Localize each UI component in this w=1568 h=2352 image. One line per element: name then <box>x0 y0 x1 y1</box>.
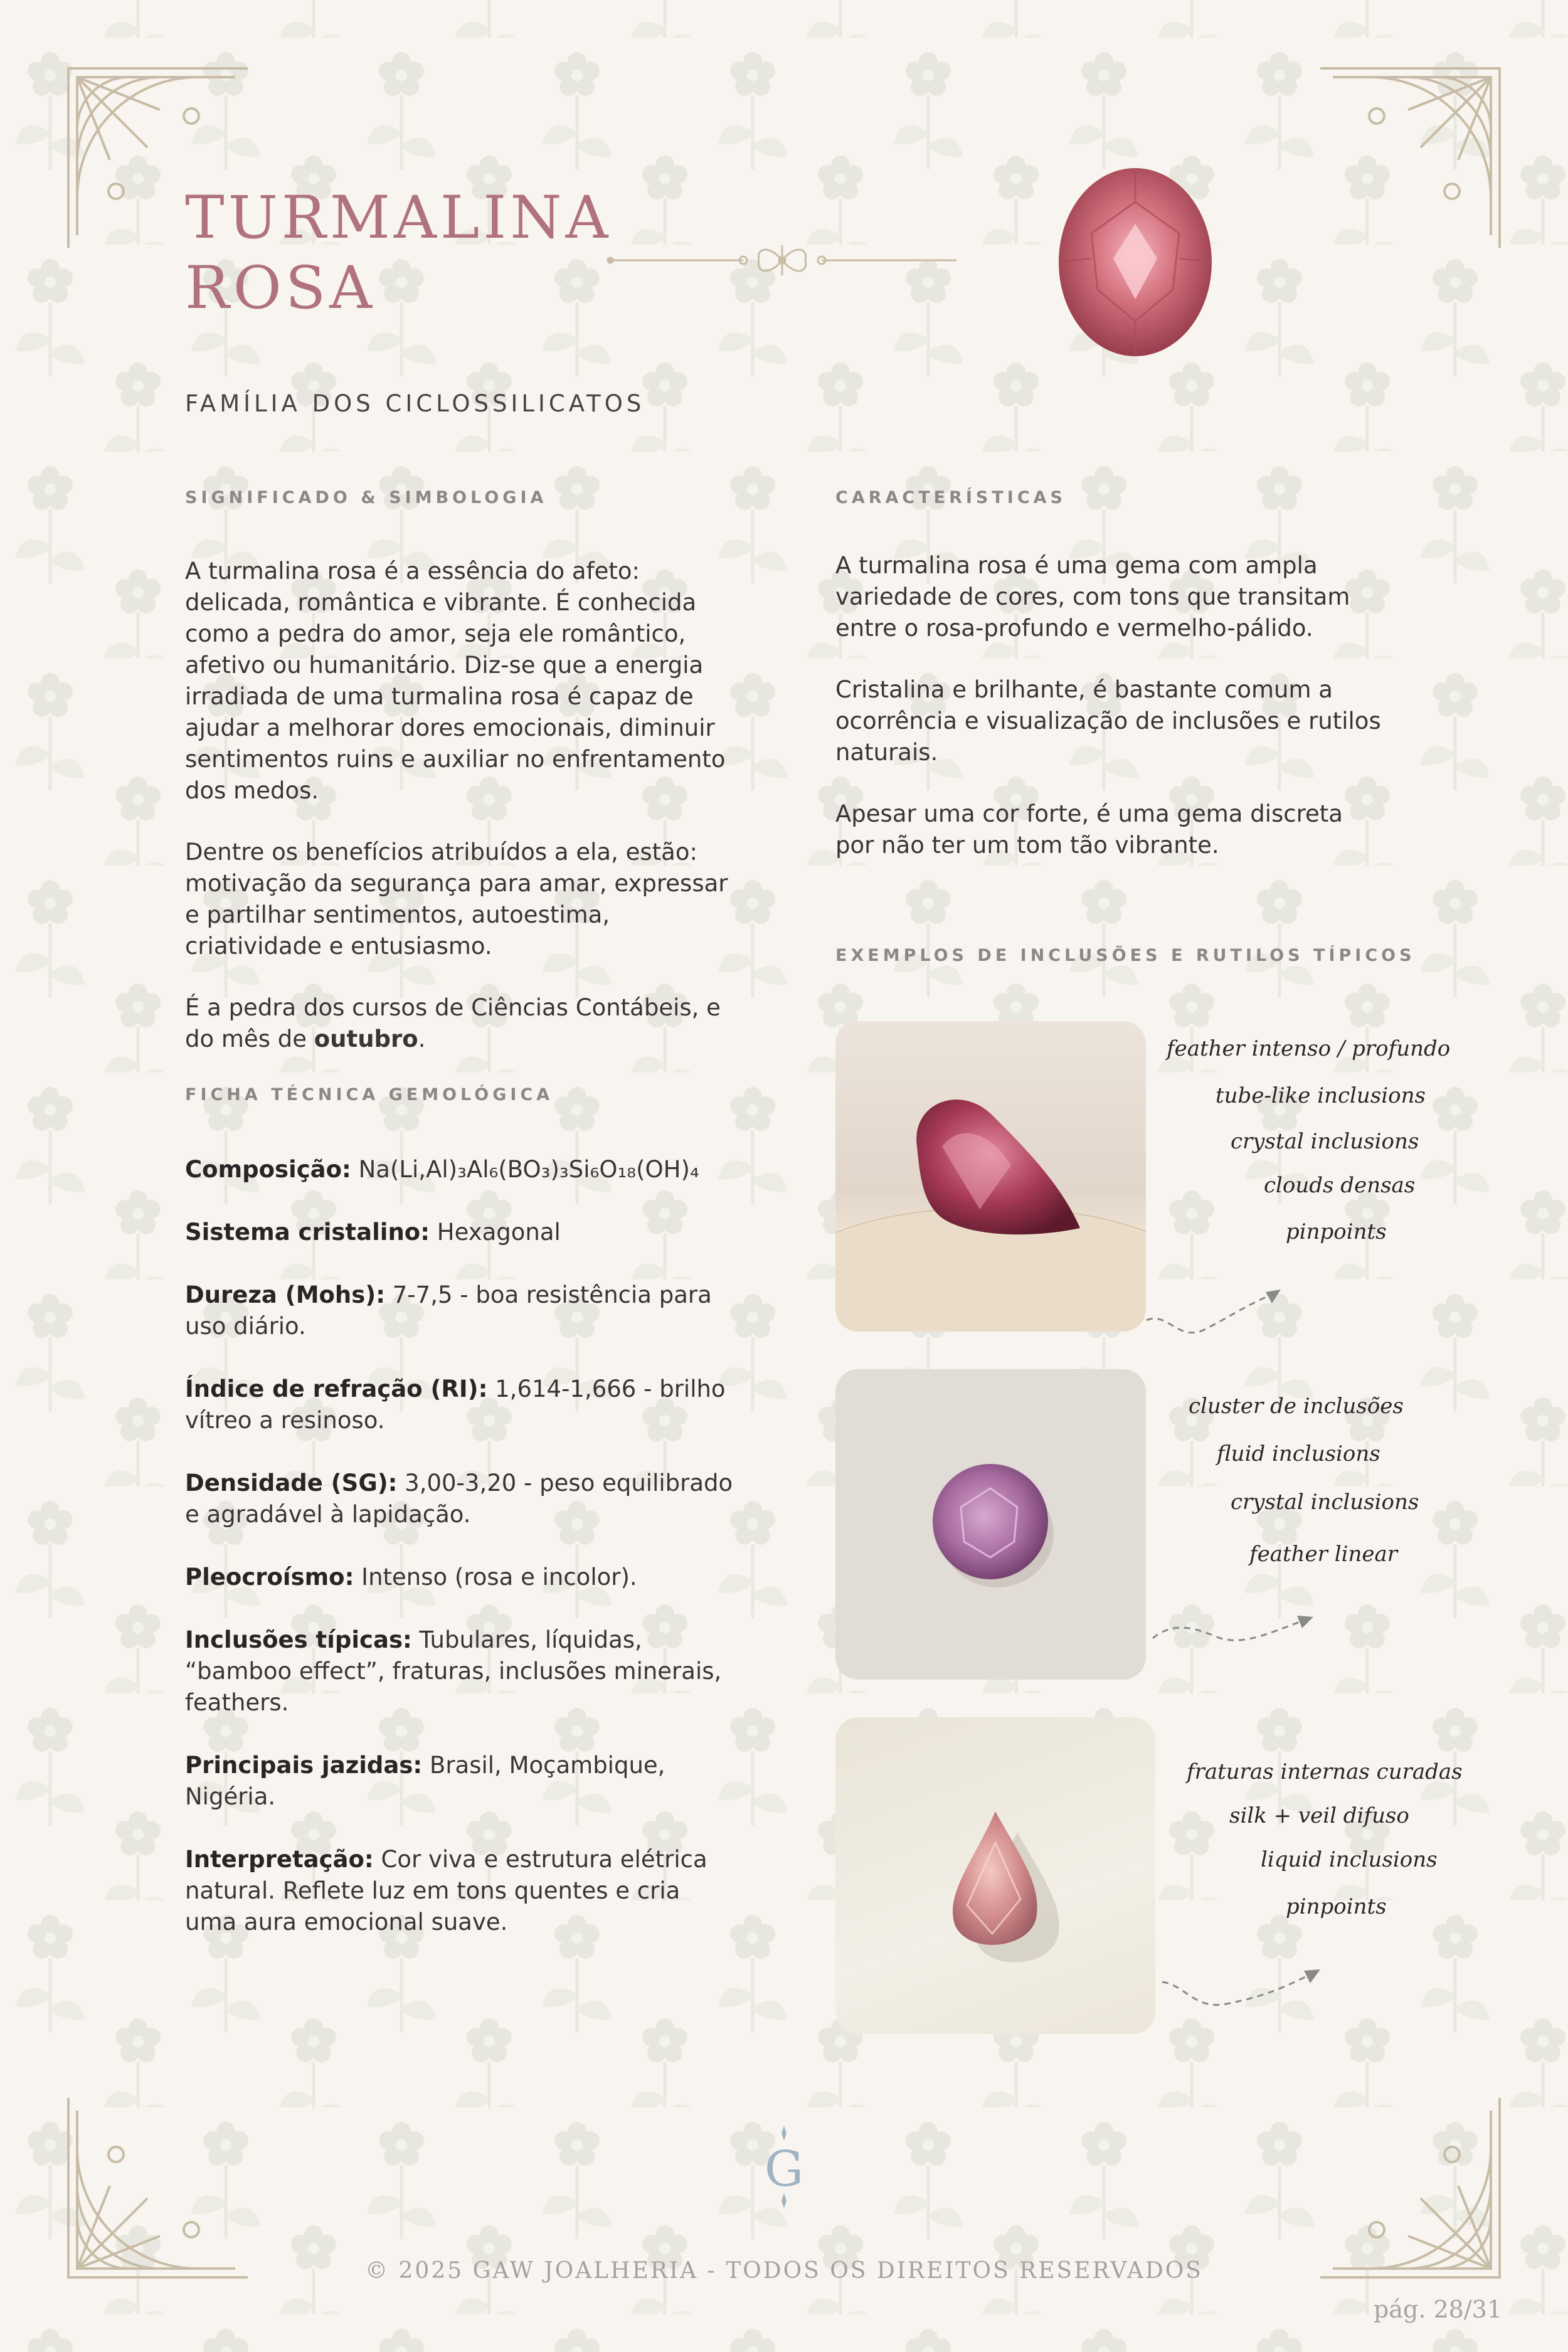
note-3-3: liquid inclusions <box>1261 1847 1438 1872</box>
tech-item-value: Intenso (rosa e incolor). <box>361 1564 637 1591</box>
subtitle: FAMÍLIA DOS CICLOSSILICATOS <box>185 390 645 417</box>
tech-item-value: Tubulares, líquidas, “bamboo effect”, fraturas, inclusões minerais, feathers. <box>185 1626 722 1716</box>
tech-item-value: 3,00-3,20 - peso equilibrado e agradável à lapidação. <box>185 1470 733 1528</box>
arrow-icon-3 <box>1157 1957 1330 2026</box>
note-2-3: crystal inclusions <box>1231 1490 1419 1515</box>
tech-item <box>185 1750 737 1813</box>
tech-item <box>185 1374 737 1436</box>
significado-paragraph-1: A turmalina rosa é a essência do afeto: delicada, romântica e vibrante. É conhecida como a pedra do amor, seja ele romântico, afetivo ou humanitário. Diz-se que a energia irradiada de uma turmalina rosa é capaz de ajudar a melhorar dores emocionais, diminuir sentimentos ruins e auxiliar no enfrentamento dos medos. <box>185 558 726 804</box>
tech-item-key: Composição: <box>185 1156 351 1183</box>
section-label-exemplos: EXEMPLOS DE INCLUSÕES E RUTILOS TÍPICOS <box>835 946 1416 965</box>
oval-gem-image <box>1054 164 1217 360</box>
note-1-5: pinpoints <box>1286 1219 1387 1244</box>
note-2-1: cluster de inclusões <box>1189 1394 1404 1419</box>
brand-logo <box>756 2123 812 2211</box>
caracteristicas-paragraph-1: A turmalina rosa é uma gema com ampla variedade de cores, com tons que transitam entre o rosa-profundo e vermelho-pálido. <box>835 552 1350 642</box>
title-line-1: TURMALINA <box>185 184 612 252</box>
tech-item <box>185 1844 737 1938</box>
significado-paragraph-2: Dentre os benefícios atribuídos a ela, estão: motivação da segurança para amar, expressar e partilhar sentimentos, autoestima, criatividade e entusiasmo. <box>185 839 728 960</box>
corner-ornament-top-right <box>1320 66 1502 248</box>
note-3-4: pinpoints <box>1286 1894 1387 1919</box>
note-3-1: fraturas internas curadas <box>1187 1759 1463 1784</box>
section-label-caracteristicas: CARACTERÍSTICAS <box>835 488 1066 507</box>
section-label-ficha-tecnica: FICHA TÉCNICA GEMOLÓGICA <box>185 1085 554 1104</box>
tech-item-value: Cor viva e estrutura elétrica natural. Reflete luz em tons quentes e cria uma aura emocional suave. <box>185 1846 707 1936</box>
tech-item <box>185 1468 737 1530</box>
tech-item-key: Dureza (Mohs): <box>185 1281 385 1308</box>
note-2-2: fluid inclusions <box>1217 1441 1380 1466</box>
note-1-3: crystal inclusions <box>1231 1129 1419 1154</box>
corner-ornament-bottom-left <box>66 2098 248 2280</box>
tech-item-key: Índice de refração (RI): <box>185 1375 488 1402</box>
tech-item-key: Interpretação: <box>185 1846 374 1873</box>
tech-item-value: Brasil, Moçambique, Nigéria. <box>185 1752 665 1810</box>
note-3-2: silk + veil difuso <box>1229 1803 1409 1828</box>
tech-item-value: 1,614-1,666 - brilho vítreo a resinoso. <box>185 1375 726 1434</box>
tech-item <box>185 1562 737 1593</box>
inclusion-photo-2 <box>835 1369 1146 1680</box>
footer-copyright: © 2025 GAW JOALHERIA - TODOS OS DIREITOS RESERVADOS <box>365 2258 1203 2284</box>
caracteristicas-text <box>835 550 1387 891</box>
title-line-2: ROSA <box>185 254 376 322</box>
technical-sheet <box>185 1154 737 1969</box>
caracteristicas-paragraph-2: Cristalina e brilhante, é bastante comum a ocorrência e visualização de inclusões e rutilos naturais. <box>835 676 1381 766</box>
tech-item-value: 7-7,5 - boa resistência para uso diário. <box>185 1281 712 1340</box>
tech-item-key: Densidade (SG): <box>185 1470 398 1496</box>
tech-item-key: Principais jazidas: <box>185 1752 423 1779</box>
page-title <box>185 183 612 324</box>
paragraph-3-end: . <box>418 1025 426 1052</box>
section-label-significado: SIGNIFICADO & SIMBOLOGIA <box>185 488 548 507</box>
note-1-4: clouds densas <box>1264 1173 1416 1198</box>
inclusion-photo-1 <box>835 1021 1146 1332</box>
tech-item-key: Sistema cristalino: <box>185 1219 430 1246</box>
tech-item-value: Na(Li,Al)₃Al₆(BO₃)₃Si₆O₁₈(OH)₄ <box>358 1156 699 1183</box>
tech-item-key: Pleocroísmo: <box>185 1564 354 1591</box>
arrow-icon-1 <box>1142 1273 1292 1342</box>
tech-item <box>185 1217 737 1248</box>
tech-item <box>185 1624 737 1719</box>
note-2-4: feather linear <box>1249 1542 1398 1567</box>
tech-item-value: Hexagonal <box>437 1219 561 1246</box>
caracteristicas-paragraph-3: Apesar uma cor forte, é uma gema discreta por não ter um tom tão vibrante. <box>835 800 1343 859</box>
significado-text <box>185 556 737 1085</box>
title-divider-ornament <box>605 241 960 279</box>
corner-ornament-bottom-right <box>1320 2098 1502 2280</box>
logo-letter: G <box>764 2141 804 2198</box>
significado-paragraph-3 <box>185 992 737 1055</box>
arrow-icon-2 <box>1148 1593 1323 1662</box>
note-1-2: tube-like inclusions <box>1216 1083 1426 1108</box>
inclusion-photo-3 <box>835 1717 1155 2034</box>
tech-item-key: Inclusões típicas: <box>185 1626 412 1653</box>
note-1-1: feather intenso / profundo <box>1167 1036 1451 1061</box>
tech-item <box>185 1154 737 1185</box>
page-number: pág. 28/31 <box>1374 2296 1502 2323</box>
month-highlight: outubro <box>314 1025 418 1052</box>
paragraph-3-text: É a pedra dos cursos de Ciências Contábeis, e do mês de <box>185 994 721 1052</box>
tech-item <box>185 1279 737 1342</box>
